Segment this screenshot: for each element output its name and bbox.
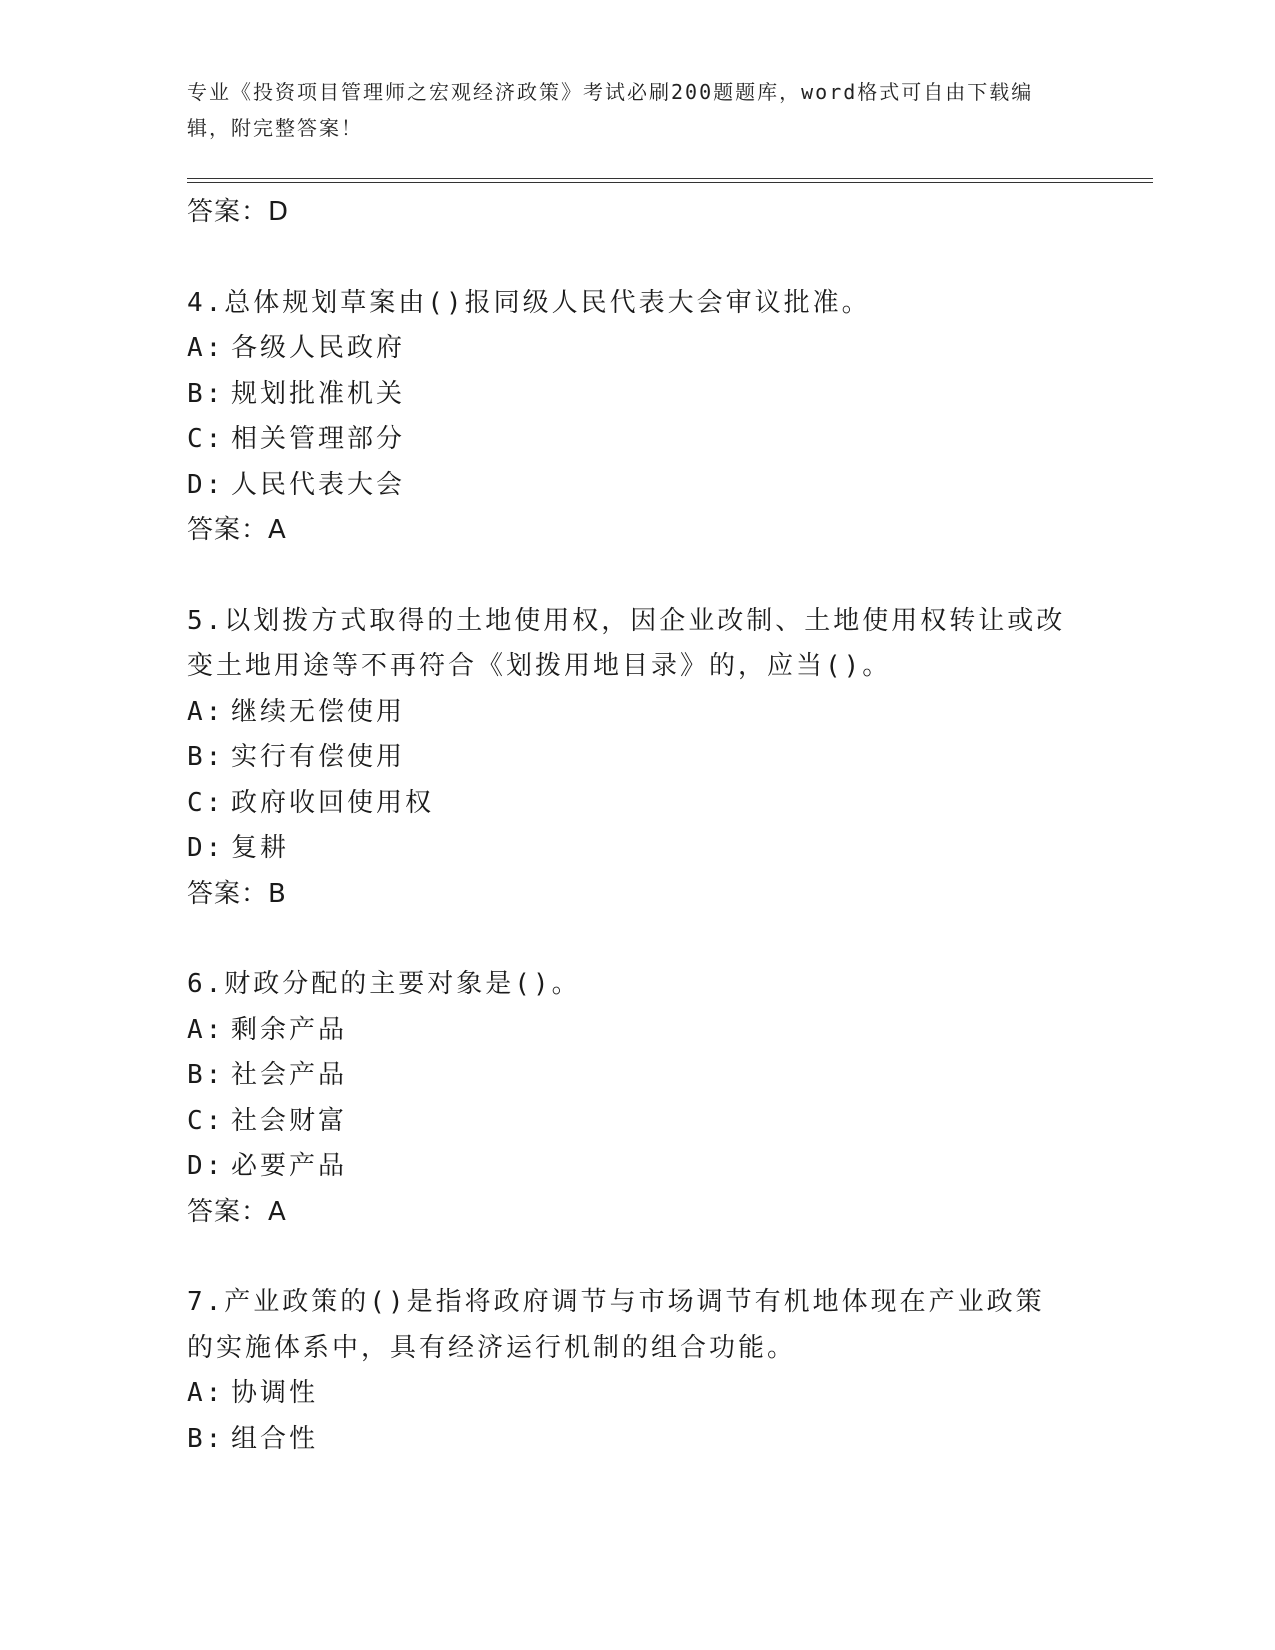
question-block <box>187 281 1087 554</box>
option-key: B: <box>187 742 225 772</box>
answer-line: 答案：A <box>187 1196 287 1227</box>
option-line <box>187 1144 1087 1190</box>
option-key: A: <box>187 1014 225 1045</box>
option-key: A: <box>187 333 225 363</box>
option-line <box>187 463 1087 509</box>
option-key: C: <box>187 424 225 454</box>
answer-line: 答案：A <box>187 515 287 545</box>
option-text: 必要产品 <box>231 1151 348 1181</box>
option-text: 组合性 <box>231 1423 319 1454</box>
option-text: 实行有偿使用 <box>231 742 406 772</box>
option-line <box>187 826 1087 872</box>
option-text: 继续无偿使用 <box>231 696 406 727</box>
option-text: 剩余产品 <box>231 1014 348 1045</box>
spacer <box>187 554 1087 599</box>
question-block <box>187 962 1087 1235</box>
option-text: 规划批准机关 <box>231 378 406 409</box>
option-text: 社会财富 <box>231 1105 348 1136</box>
question-text: 6.财政分配的主要对象是()。 <box>187 969 581 999</box>
option-key: A: <box>187 696 225 727</box>
option-line <box>187 1417 1087 1463</box>
option-line <box>187 735 1087 781</box>
option-line <box>187 1371 1087 1417</box>
question-block <box>187 1280 1087 1462</box>
option-line <box>187 781 1087 827</box>
option-line <box>187 1053 1087 1099</box>
option-key: B: <box>187 1060 225 1090</box>
question-text: 7.产业政策的()是指将政府调节与市场调节有机地体现在产业政策的实施体系中，具有经济运行机制的组合功能。 <box>187 1287 1045 1363</box>
option-line <box>187 326 1087 372</box>
option-key: D: <box>187 833 225 863</box>
option-key: C: <box>187 1105 225 1136</box>
option-text: 政府收回使用权 <box>231 787 435 818</box>
option-line <box>187 1099 1087 1145</box>
option-key: D: <box>187 1151 225 1181</box>
spacer <box>187 1235 1087 1280</box>
option-key: A: <box>187 1378 225 1408</box>
option-text: 各级人民政府 <box>231 333 406 363</box>
spacer <box>187 236 1087 281</box>
option-text: 社会产品 <box>231 1060 348 1090</box>
option-key: B: <box>187 378 225 409</box>
option-line <box>187 372 1087 418</box>
option-line <box>187 417 1087 463</box>
option-key: B: <box>187 1423 225 1454</box>
question-text: 4.总体规划草案由()报同级人民代表大会审议批准。 <box>187 287 871 318</box>
option-line <box>187 1008 1087 1054</box>
option-text: 复耕 <box>231 833 290 863</box>
question-text: 5.以划拨方式取得的土地使用权，因企业改制、土地使用权转让或改变土地用途等不再符合《划拨用地目录》的，应当()。 <box>187 605 1066 681</box>
document-body <box>187 190 1087 1462</box>
option-text: 相关管理部分 <box>231 424 406 454</box>
answer-line: 答案：B <box>187 878 287 909</box>
answer-line: 答案：D <box>187 197 290 227</box>
option-text: 协调性 <box>231 1378 319 1408</box>
document-header: 专业《投资项目管理师之宏观经济政策》考试必刷200题题库，word格式可自由下载编辑，附完整答案！ <box>187 80 1034 140</box>
spacer <box>187 917 1087 962</box>
header-double-rule <box>187 178 1153 183</box>
option-line <box>187 690 1087 736</box>
option-key: D: <box>187 469 225 500</box>
option-text: 人民代表大会 <box>231 469 406 500</box>
option-key: C: <box>187 787 225 818</box>
question-block <box>187 599 1087 918</box>
